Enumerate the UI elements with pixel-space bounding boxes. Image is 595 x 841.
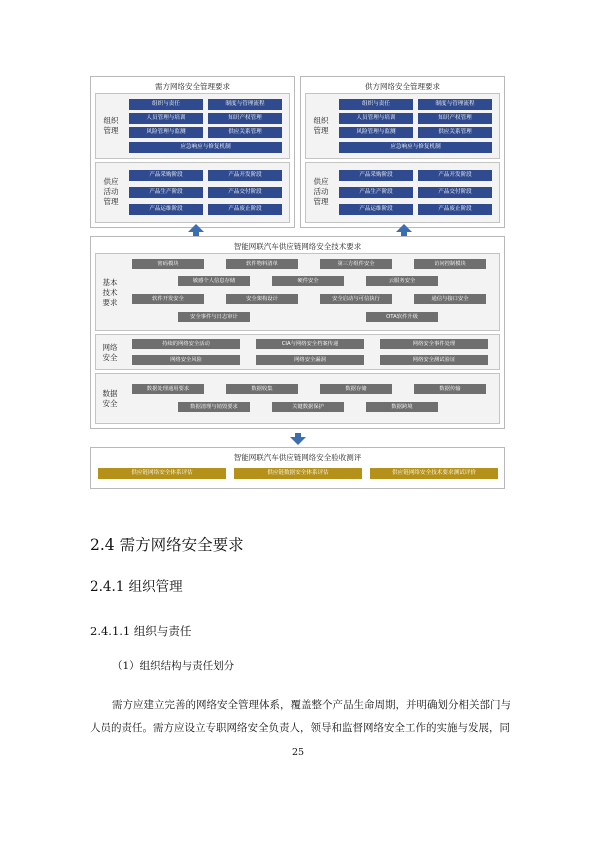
supply-org-item: 应急响应与修复机制 [339,142,492,153]
demand-org-item: 制度与管理流程 [208,99,282,110]
acceptance-evaluation-panel [90,447,505,489]
demand-activity-item: 产品采购阶段 [129,170,203,181]
supply-org-item: 组织与责任 [339,99,413,110]
basic-tech-label: 基本 技术 要求 [102,278,118,307]
supply-activity-item: 产品采购阶段 [339,170,413,181]
network-security-item: CIA与网络安全档案传递 [256,339,364,349]
tech-panel-title: 智能网联汽车供应链网络安全技术要求 [233,242,362,251]
network-security-item: 持续的网络安全活动 [132,339,240,349]
demand-org-item: 供应关系管理 [208,127,282,138]
demand-org-item: 知识产权管理 [208,113,282,124]
basic-tech-item: 软件开发安全 [132,294,204,304]
demand-org-item: 应急响应与修复机制 [129,142,282,153]
network-security-section [95,334,500,370]
section-heading-2-4-1-1: 2.4.1.1 组织与责任 [90,624,192,638]
arrow-down-icon [290,437,306,445]
section-heading-2-4: 2.4 需方网络安全要求 [90,536,244,554]
supply-activity-item: 产品运维阶段 [339,204,413,215]
basic-tech-section [95,253,500,331]
basic-tech-item: 云服务安全 [366,276,438,286]
supply-panel-title: 供方网络安全管理要求 [365,82,440,91]
list-item-heading: （1）组织结构与责任划分 [112,660,235,672]
evaluation-item: 供应链数据安全体系评估 [234,468,362,479]
demand-activity-item: 产品生产阶段 [129,187,203,198]
demand-org-item: 组织与责任 [129,99,203,110]
basic-tech-item: 硬件安全 [272,276,344,286]
supply-activity-label: 供应 活动 管理 [313,177,329,206]
demand-panel-title: 需方网络安全管理要求 [155,82,230,91]
eval-panel-title: 智能网联汽车供应链网络安全验收测评 [233,453,362,462]
basic-tech-item: 安全架构设计 [226,294,298,304]
network-security-label: 网络 安全 [102,343,118,362]
supply-org-item: 制度与管理流程 [418,99,492,110]
basic-tech-item: 密码模块 [132,259,204,269]
basic-tech-item: 访问控制模块 [414,259,486,269]
section-heading-2-4-1: 2.4.1 组织管理 [90,579,183,595]
basic-tech-item: 安全事件与日志审计 [178,312,250,322]
arrow-up-icon [188,224,204,232]
data-security-item: 数据传输 [414,384,486,394]
network-security-item: 网络安全风险 [132,355,240,365]
basic-tech-item: 安全启动与可信执行 [320,294,392,304]
supply-org-item: 供应关系管理 [418,127,492,138]
data-security-section [95,373,500,424]
demand-activity-item: 产品废止阶段 [208,204,282,215]
arrow-up-icon [396,224,412,232]
basic-tech-item: OTA软件升级 [366,312,438,322]
demand-org-item: 风险管理与监测 [129,127,203,138]
technical-requirements-panel [90,236,505,429]
data-security-item: 数据处理通用要求 [132,384,204,394]
network-security-item: 网络安全测试验证 [380,355,488,365]
supply-org-section [305,93,500,159]
supply-activity-item: 产品废止阶段 [418,204,492,215]
basic-tech-item: 第三方组件安全 [320,259,392,269]
data-security-item: 数据清理与销毁要求 [178,402,250,412]
body-paragraph-line: 需方应建立完善的网络安全管理体系，覆盖整个产品生命周期，并明确划分相关部门与 [112,699,511,711]
demand-org-section [95,93,290,159]
basic-tech-item: 通信与接口安全 [414,294,486,304]
basic-tech-item: 软件物料清单 [226,259,298,269]
demand-activity-label: 供应 活动 管理 [103,177,119,206]
supply-requirements-panel [300,76,505,228]
evaluation-item: 供应链网络安全体系评估 [98,468,226,479]
data-security-item: 数据跨境 [366,402,438,412]
basic-tech-item: 敏感个人信息存储 [178,276,250,286]
data-security-item: 关键数据保护 [272,402,344,412]
supply-activity-item: 产品开发阶段 [418,170,492,181]
page-number: 25 [292,747,305,758]
demand-activity-section [95,162,290,223]
network-security-item: 网络安全漏洞 [256,355,364,365]
supply-org-item: 人员管理与培训 [339,113,413,124]
demand-requirements-panel [90,76,295,228]
demand-activity-item: 产品开发阶段 [208,170,282,181]
supply-org-item: 风险管理与监测 [339,127,413,138]
demand-activity-item: 产品运维阶段 [129,204,203,215]
supply-activity-section [305,162,500,223]
demand-org-label: 组织 管理 [103,116,119,135]
supply-org-label: 组织 管理 [313,116,329,135]
supply-org-item: 知识产权管理 [418,113,492,124]
network-security-item: 网络安全事件处理 [380,339,488,349]
supply-activity-item: 产品交付阶段 [418,187,492,198]
body-paragraph-line: 人员的责任。需方应设立专职网络安全负责人，领导和监督网络安全工作的实施与发展，同 [90,722,510,734]
demand-activity-item: 产品交付阶段 [208,187,282,198]
demand-org-item: 人员管理与培训 [129,113,203,124]
data-security-item: 数据收集 [226,384,298,394]
evaluation-item: 供应链网络安全技术要求测试评价 [370,468,498,479]
data-security-label: 数据 安全 [102,389,118,408]
data-security-item: 数据存储 [320,384,392,394]
supply-activity-item: 产品生产阶段 [339,187,413,198]
